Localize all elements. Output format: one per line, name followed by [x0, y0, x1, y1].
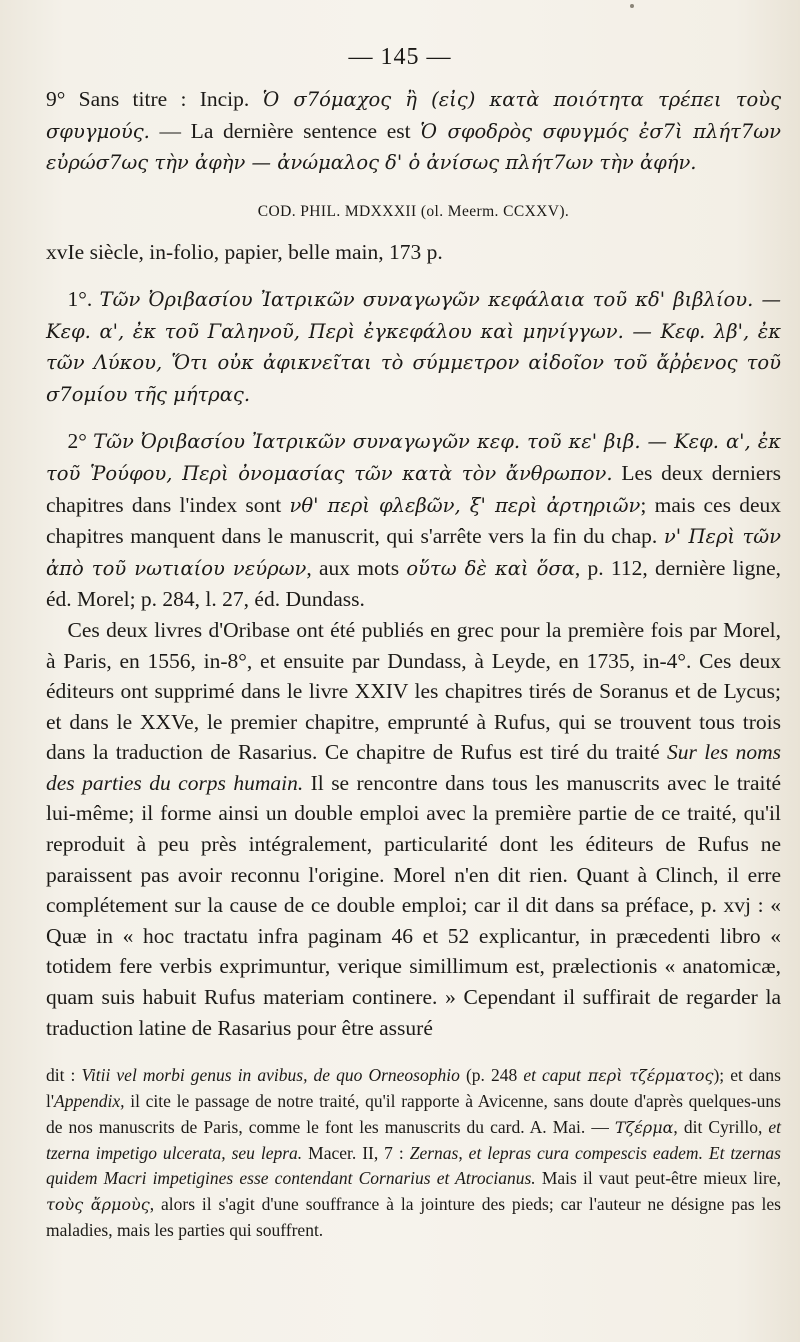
- note-text: Macer. II, 7 :: [302, 1142, 410, 1163]
- note-text: , dit Cyrillo,: [673, 1116, 769, 1137]
- note-italic: Appendix,: [54, 1091, 125, 1112]
- entry-2-text-d: , p. 112, dernière ligne, éd. Morel; p. 284, l. 27, éd. Dundass.: [46, 555, 781, 612]
- note-greek: Τζέρμα: [614, 1117, 674, 1137]
- codex-heading: COD. PHIL. MDXXXII (ol. Meerm. CCXXV).: [257, 202, 570, 220]
- ink-dot: [630, 4, 634, 8]
- entry-2-text-a: Les deux derniers chapitres dans l'index sont: [46, 460, 781, 517]
- entry-9-text: — La dernière sentence est: [149, 118, 421, 143]
- greek-last-sentence: Ὁ σφοδρὸς σφυγμός ἐσ7ὶ πλήτ7ων εὐρώσ7ως τὴν ἀφὴν — ἀνώμαλος δ' ὁ ἀνίσως πλήτ7ων τὴν ἀφήν.: [46, 119, 781, 175]
- editions-paragraph: [46, 615, 781, 1043]
- note-text: (p. 248: [459, 1065, 524, 1086]
- main-text: [46, 84, 781, 1244]
- greek-chapter-nu: ν' Περὶ τῶν ἀπὸ τοῦ νωτιαίου νεύρων: [46, 525, 782, 580]
- note-text: dit :: [46, 1065, 82, 1086]
- note-text: Mais il vaut peut-être mieux lire,: [535, 1168, 781, 1189]
- page-number: — 145 —: [348, 44, 452, 70]
- note-text: il cite le passage de notre traité, qu'il rapporte à Avicenne, sans doute d'après quelques-uns de nos manuscrits de Paris, comme le font les manuscrits du card. A. Mai. —: [46, 1091, 781, 1137]
- note-italic: et caput: [523, 1065, 581, 1086]
- entry-2: [46, 426, 781, 615]
- editions-text-a: Ces deux livres d'Oribase ont été publiés en grec pour la première fois par Morel, à Paris, en 1556, in-8°, et ensuite par Dundass, à Leyde, en 1735, in-4°. Ces deux éditeurs ont supprimé dans le livre XXIV les chapitres tirés de Soranus et de Lycus; et dans le XXVe, le premier chapitre, emprunté à Rufus, qui se trouvent tous trois dans la traduction de Rasarius. Ce chapitre de Rufus est tiré du traité: [46, 617, 781, 765]
- greek-contents-book-24: Τῶν Ὀριβασίου Ἰατρικῶν συναγωγῶν κεφάλαια τοῦ κδ' βιβλίου. — Κεφ. α', ἐκ τοῦ Γαληνοῦ, Περὶ ἐγκεφάλου καὶ μηνίγγων. — Κεφ. λβ', ἐκ τῶν Λύκου, Ὅτι οὐκ ἀφικνεῖται τὸ σύμμετρον αἰδοῖον τοῦ ἄῤῥενος τοῦ σ7ομίου τῆς μήτρας.: [46, 287, 781, 406]
- entry-9-label: 9° Sans titre : Incip.: [46, 87, 263, 111]
- greek-incipit: Ὁ σ7όμαχος ἢ (εἰς) κατὰ ποιότητα τρέπει τοὺς σφυγμούς.: [46, 88, 781, 143]
- note-greek: περὶ τζέρματος: [580, 1066, 714, 1086]
- treatise-title: Sur les noms des parties du corps humain.: [46, 740, 781, 795]
- greek-chapter-titles: νθ' περὶ φλεβῶν, ξ' περὶ ἀρτηριῶν: [289, 493, 641, 517]
- note-italic: Zernas, et lepras cura compescis eadem. Et tzernas quidem Macri impetigines esse contendant Cornarius et Atrocianus.: [46, 1142, 781, 1189]
- editions-text-b: Il se rencontre dans tous les manuscrits avec le traité lui-même; il forme ainsi un double emploi avec la première partie de ce traité, qu'il reproduit à peu près intégralement, particularité dont les éditeurs de Rufus ne paraissent pas avoir reconnu l'origine. Morel n'en dit rien. Quant à Clinch, il erre complétement sur la cause de ce double emploi; car il dit dans sa préface, p. xvj : « Quæ in « hoc tractatu infra paginam 46 et 52 explicantur, in præcedenti libro « totidem fere verbis exprimuntur, verique simillimum est, prælectionis « anatomicæ, quam suis habuit Rufus materiam continere. » Cependant il suffirait de regarder la traduction latine de Rasarius pour être assuré: [46, 770, 781, 1040]
- greek-contents-book-25: Τῶν Ὀριβασίου Ἰατρικῶν συναγωγῶν κεφ. τοῦ κε' βιβ. — Κεφ. α', ἐκ τοῦ Ῥούφου, Περὶ ὀνομασίας τῶν κατὰ τὸν ἄνθρωπον.: [46, 430, 781, 485]
- note-greek: τοὺς ἄρμοὺς: [46, 1195, 150, 1215]
- codex-description: xvIe siècle, in-folio, papier, belle main, 173 p.: [46, 240, 443, 265]
- note-text: , alors il s'agit d'une souffrance à la jointure des pieds; car l'auteur ne désigne pas les maladies, mais les parties qui souffrent.: [46, 1194, 781, 1240]
- entry-2-label: 2°: [67, 429, 94, 454]
- footnote: [46, 1063, 781, 1244]
- entry-2-text-c: , aux mots: [306, 555, 407, 580]
- note-italic: et tzerna impetigo ulcerata, seu lepra.: [46, 1116, 782, 1163]
- entry-1: [46, 284, 781, 410]
- note-italic: Vitii vel morbi genus in avibus, de quo Orneosophio: [81, 1065, 460, 1086]
- note-text: ); et dans l': [46, 1065, 781, 1112]
- entry-1-label: 1°.: [67, 286, 100, 311]
- greek-end-words: οὕτω δὲ καὶ ὅσα: [406, 556, 575, 580]
- entry-2-text-b: ; mais ces deux chapitres manquent dans le manuscrit, qui s'arrête vers la fin du chap.: [46, 492, 782, 549]
- entry-9: [46, 84, 781, 179]
